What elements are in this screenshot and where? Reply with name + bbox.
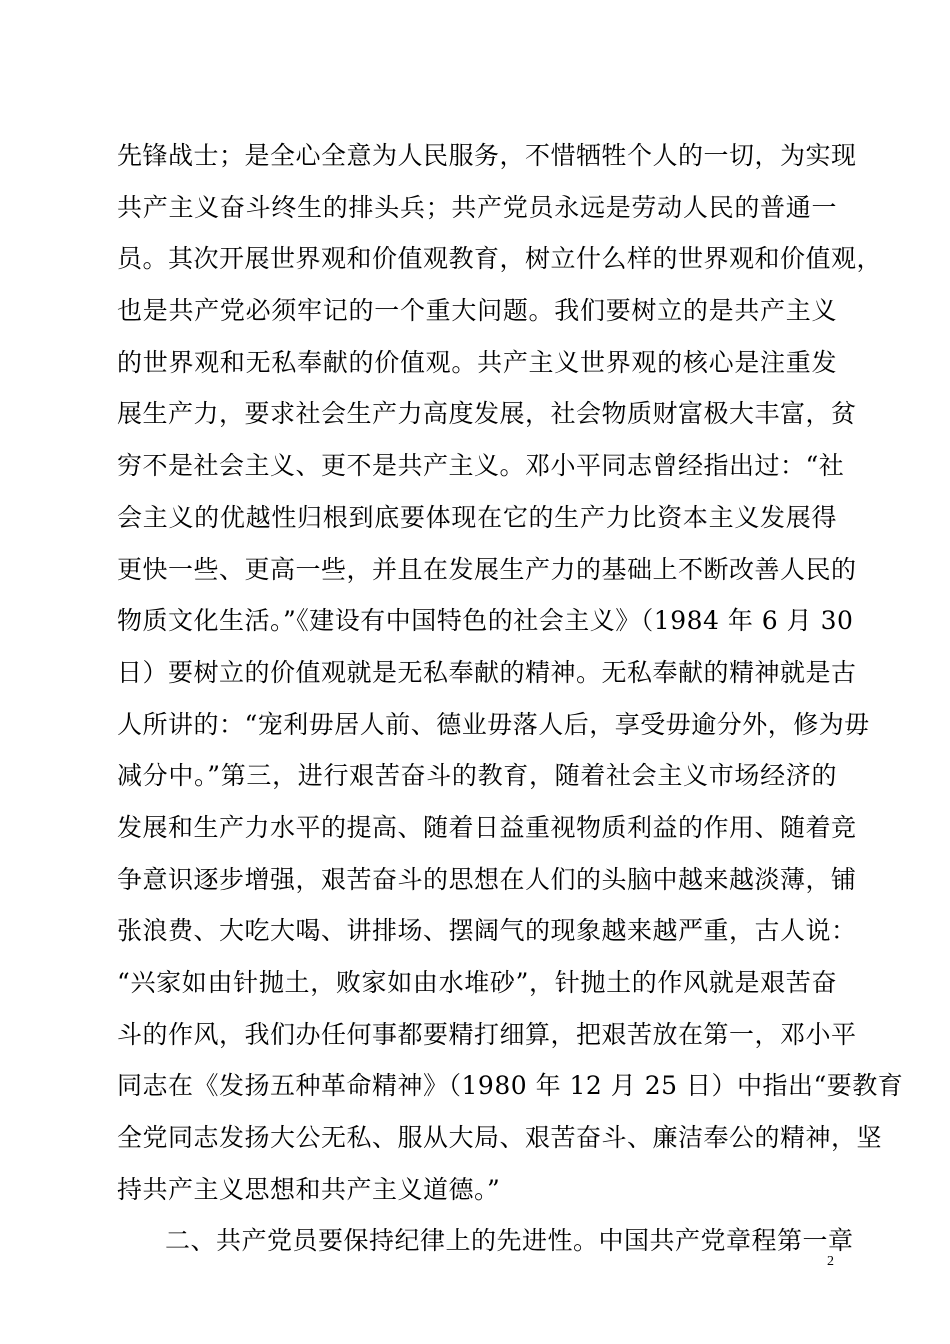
text-line: “兴家如由针抛土，败家如由水堆砂”，针抛土的作风就是艰苦奋: [117, 968, 837, 997]
text-line: 更快一些、更高一些，并且在发展生产力的基础上不断改善人民的: [117, 554, 857, 584]
text-line: 减分中。”第三，进行艰苦奋斗的教育，随着社会主义市场经济的: [117, 761, 837, 791]
text-line: 人所讲的：“宠利毋居人前、德业毋落人后，享受毋逾分外，修为毋: [117, 709, 870, 739]
text-line: 日）要树立的价值观就是无私奉献的精神。无私奉献的精神就是古: [117, 657, 857, 687]
text-line: 共产主义奋斗终生的排头兵；共产党员永远是劳动人民的普通一: [117, 192, 837, 222]
text-line: 物质文化生活。”《建设有中国特色的社会主义》（1984 年 6 月 30: [117, 606, 854, 636]
text-line: 持共产主义思想和共产主义道德。”: [117, 1174, 501, 1204]
page-number: 2: [827, 1254, 834, 1269]
text-line: 展生产力，要求社会生产力高度发展，社会物质财富极大丰富，贫: [117, 399, 857, 429]
text-line: 穷不是社会主义、更不是共产主义。邓小平同志曾经指出过：“社: [117, 451, 845, 481]
text-line: 先锋战士；是全心全意为人民服务，不惜牺牲个人的一切，为实现: [117, 141, 857, 170]
paragraph-start-line: 二、共产党员要保持纪律上的先进性。中国共产党章程第一章: [165, 1226, 854, 1256]
text-line: 也是共产党必须牢记的一个重大问题。我们要树立的是共产主义: [117, 296, 837, 326]
text-line: 全党同志发扬大公无私、服从大局、艰苦奋斗、廉洁奉公的精神，坚: [117, 1123, 883, 1153]
text-line: 争意识逐步增强，艰苦奋斗的思想在人们的头脑中越来越淡薄，铺: [117, 864, 857, 894]
body-text: [117, 130, 904, 1267]
text-line: 会主义的优越性归根到底要体现在它的生产力比资本主义发展得: [117, 502, 837, 532]
text-line: 发展和生产力水平的提高、随着日益重视物质利益的作用、随着竞: [117, 812, 857, 842]
text-line: 斗的作风，我们办任何事都要精打细算，把艰苦放在第一，邓小平: [117, 1019, 857, 1049]
text-line: 同志在《发扬五种革命精神》（1980 年 12 月 25 日）中指出“要教育: [117, 1071, 904, 1101]
text-line: 张浪费、大吃大喝、讲排场、摆阔气的现象越来越严重，古人说：: [117, 916, 857, 946]
text-line: 的世界观和无私奉献的价值观。共产主义世界观的核心是注重发: [117, 347, 837, 377]
text-line: 员。其次开展世界观和价值观教育，树立什么样的世界观和价值观，: [117, 244, 883, 274]
